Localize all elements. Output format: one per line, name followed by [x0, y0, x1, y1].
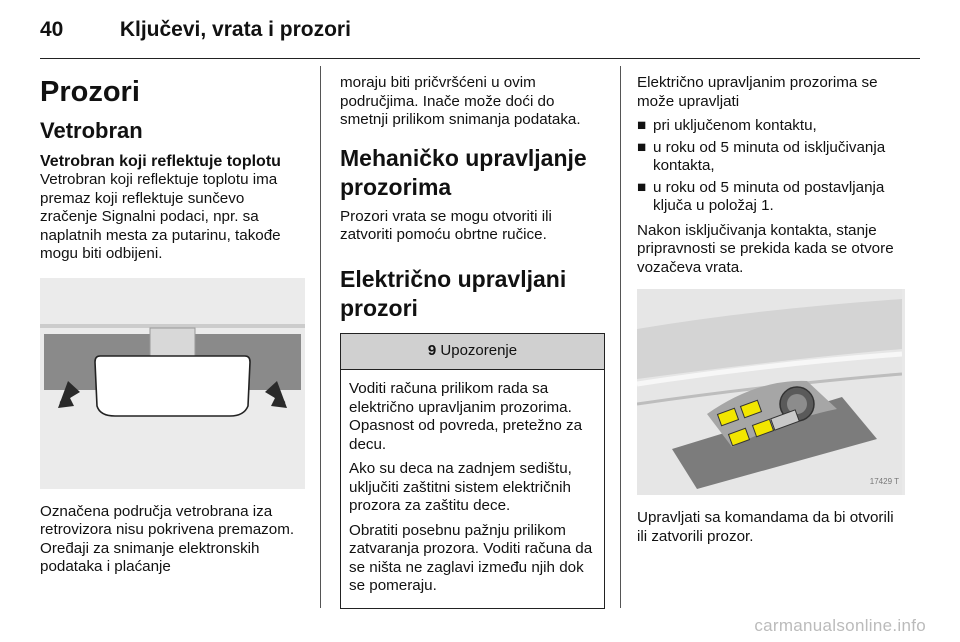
figure-code: 17429 T	[869, 476, 899, 486]
window-switch-illustration	[637, 289, 902, 495]
warning-icon: 9	[427, 341, 437, 359]
mechanical-windows-title: Mehaničko upravljanje prozorima	[340, 144, 587, 200]
paragraph: Vetrobran koji reflektuje toplotu ima premaz koji reflektuje sunčevo zračenje Signalni podaci, npr. sa naplatnih mesta za putarinu, takođe mogu biti odbijeni.	[40, 171, 281, 262]
condition-list	[637, 117, 905, 216]
paragraph: moraju biti pričvršćeni u ovim područjima. Inače može doći do smetnji prilikom snimanja podataka.	[340, 74, 581, 128]
bullet-icon: ■	[637, 117, 647, 134]
section-title: Prozori	[40, 76, 140, 108]
warning-header	[341, 334, 604, 371]
header-rule	[40, 58, 920, 59]
warning-paragraph: Ako su deca na zadnjem sedištu, uključiti zaštitni sistem električnih prozora za zaštitu dece.	[349, 460, 572, 514]
column-1	[40, 68, 305, 583]
windshield-mirror-illustration	[40, 278, 305, 489]
list-item: ■ pri uključenom kontaktu,	[637, 117, 817, 134]
warning-body	[341, 370, 604, 608]
paragraph: Označena područja vetrobrana iza retrovizora nisu pokrivena premazom. Ored̄aji za snimanje elektronskih podataka i plaćanje	[40, 502, 295, 575]
paragraph: Nakon isključivanja kontakta, stanje pripravnosti se prekida kada se otvore vozačeva vrata.	[637, 221, 894, 276]
column-divider-2	[620, 66, 621, 608]
warning-paragraph: Obratiti posebnu pažnju prilikom zatvaranja prozora. Voditi računa da se ništa ne zaglavi između njih dok se pomeraju.	[349, 521, 593, 594]
warning-title: Upozorenje	[440, 341, 518, 359]
warning-paragraph: Voditi računa prilikom rada sa električno upravljanim prozorima. Opasnost od povreda, pretežno za decu.	[349, 380, 583, 453]
paragraph: Električno upravljanim prozorima se može upravljati	[637, 74, 878, 110]
list-item: ■ u roku od 5 minuta od postavljanja ključa u položaj 1.	[637, 178, 885, 214]
topic-title: Vetrobran koji reflektuje toplotu	[40, 153, 281, 170]
page-number: 40	[40, 18, 64, 41]
column-3	[637, 74, 905, 552]
list-item: ■ u roku od 5 minuta od isključivanja kontakta,	[637, 138, 886, 174]
warning-box	[340, 333, 605, 609]
window-switch-figure	[637, 289, 905, 495]
electric-windows-title: Električno upravljani prozori	[340, 265, 567, 321]
column-divider-1	[320, 66, 321, 608]
paragraph: Prozori vrata se mogu otvoriti ili zatvoriti pomoću obrtne ručice.	[340, 207, 552, 243]
bullet-icon: ■	[637, 178, 647, 196]
windshield-mirror-figure	[40, 278, 305, 489]
bullet-icon: ■	[637, 138, 647, 156]
page-header	[40, 18, 351, 42]
column-2	[340, 74, 605, 609]
subsection-title: Vetrobran	[40, 118, 143, 143]
chapter-title: Ključevi, vrata i prozori	[119, 18, 351, 41]
paragraph: Upravljati sa komandama da bi otvorili ili zatvorili prozor.	[637, 509, 894, 545]
watermark: carmanualsonline.info	[754, 616, 926, 635]
